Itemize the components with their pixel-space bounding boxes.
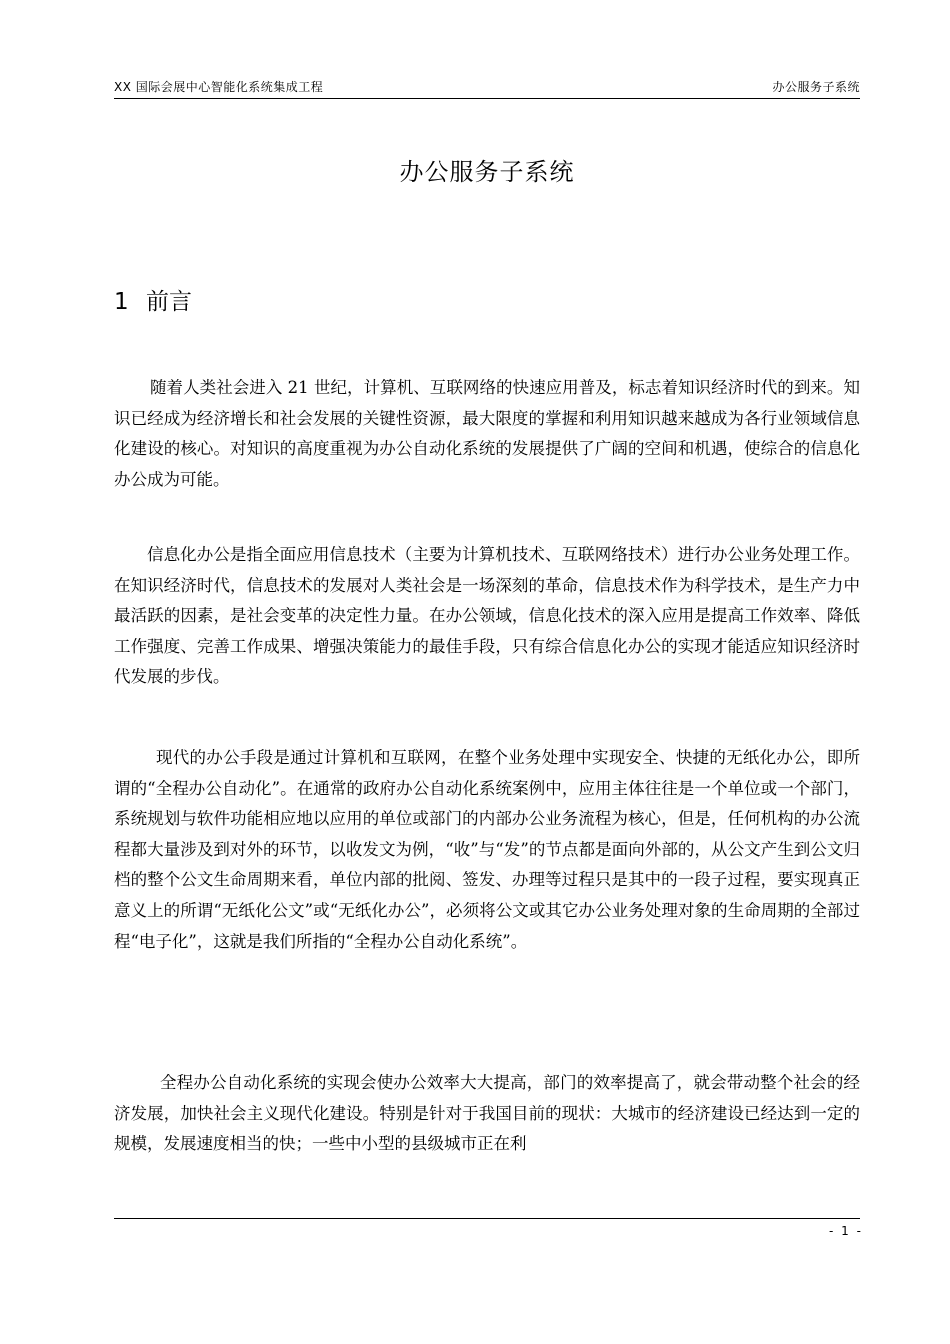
document-title: 办公服务子系统 — [399, 158, 575, 186]
section-heading — [114, 283, 192, 316]
paragraph-4: 全程办公自动化系统的实现会使办公效率大大提高，部门的效率提高了，就会带动整个社会的经济发展，加快社会主义现代化建设。特别是针对于我国目前的现状：大城市的经济建设已经达到一定的规模，发展速度相当的快；一些中小型的县级城市正在利 — [114, 1073, 860, 1154]
paragraph-1: 随着人类社会进入 21 世纪，计算机、互联网络的快速应用普及，标志着知识经济时代的到来。知识已经成为经济增长和社会发展的关键性资源，最大限度的掌握和利用知识越来越成为各行业领域信息化建设的核心。对知识的高度重视为办公自动化系统的发展提供了广阔的空间和机遇，使综合的信息化办公成为可能。 — [114, 378, 860, 489]
header-section-title: 办公服务子系统 — [772, 80, 860, 94]
paragraph-2: 信息化办公是指全面应用信息技术（主要为计算机技术、互联网络技术）进行办公业务处理工作。在知识经济时代，信息技术的发展对人类社会是一场深刻的革命，信息技术作为科学技术，是生产力中最活跃的因素，是社会变革的决定性力量。在办公领域，信息化技术的深入应用是提高工作效率、降低工作强度、完善工作成果、增强决策能力的最佳手段，只有综合信息化办公的实现才能适应知识经济时代发展的步伐。 — [114, 545, 860, 687]
section-title: 前言 — [146, 289, 192, 315]
footer-divider — [114, 1218, 860, 1219]
page-number: - 1 - — [829, 1224, 863, 1238]
header-project-title: XX 国际会展中心智能化系统集成工程 — [114, 80, 324, 94]
page-header — [114, 76, 860, 99]
section-number: 1 — [114, 289, 129, 315]
paragraph-3: 现代的办公手段是通过计算机和互联网，在整个业务处理中实现安全、快捷的无纸化办公，即所谓的“全程办公自动化”。在通常的政府办公自动化系统案例中，应用主体往往是一个单位或一个部门，系统规划与软件功能相应地以应用的单位或部门的内部办公业务流程为核心，但是，任何机构的办公流程都大量涉及到对外的环节，以收发文为例，“收”与“发”的节点都是面向外部的，从公文产生到公文归档的整个公文生命周期来看，单位内部的批阅、签发、办理等过程只是其中的一段子过程，要实现真正意义上的所谓“无纸化公文”或“无纸化办公”，必须将公文或其它办公业务处理对象的生命周期的全部过程“电子化”，这就是我们所指的“全程办公自动化系统”。 — [114, 748, 860, 951]
